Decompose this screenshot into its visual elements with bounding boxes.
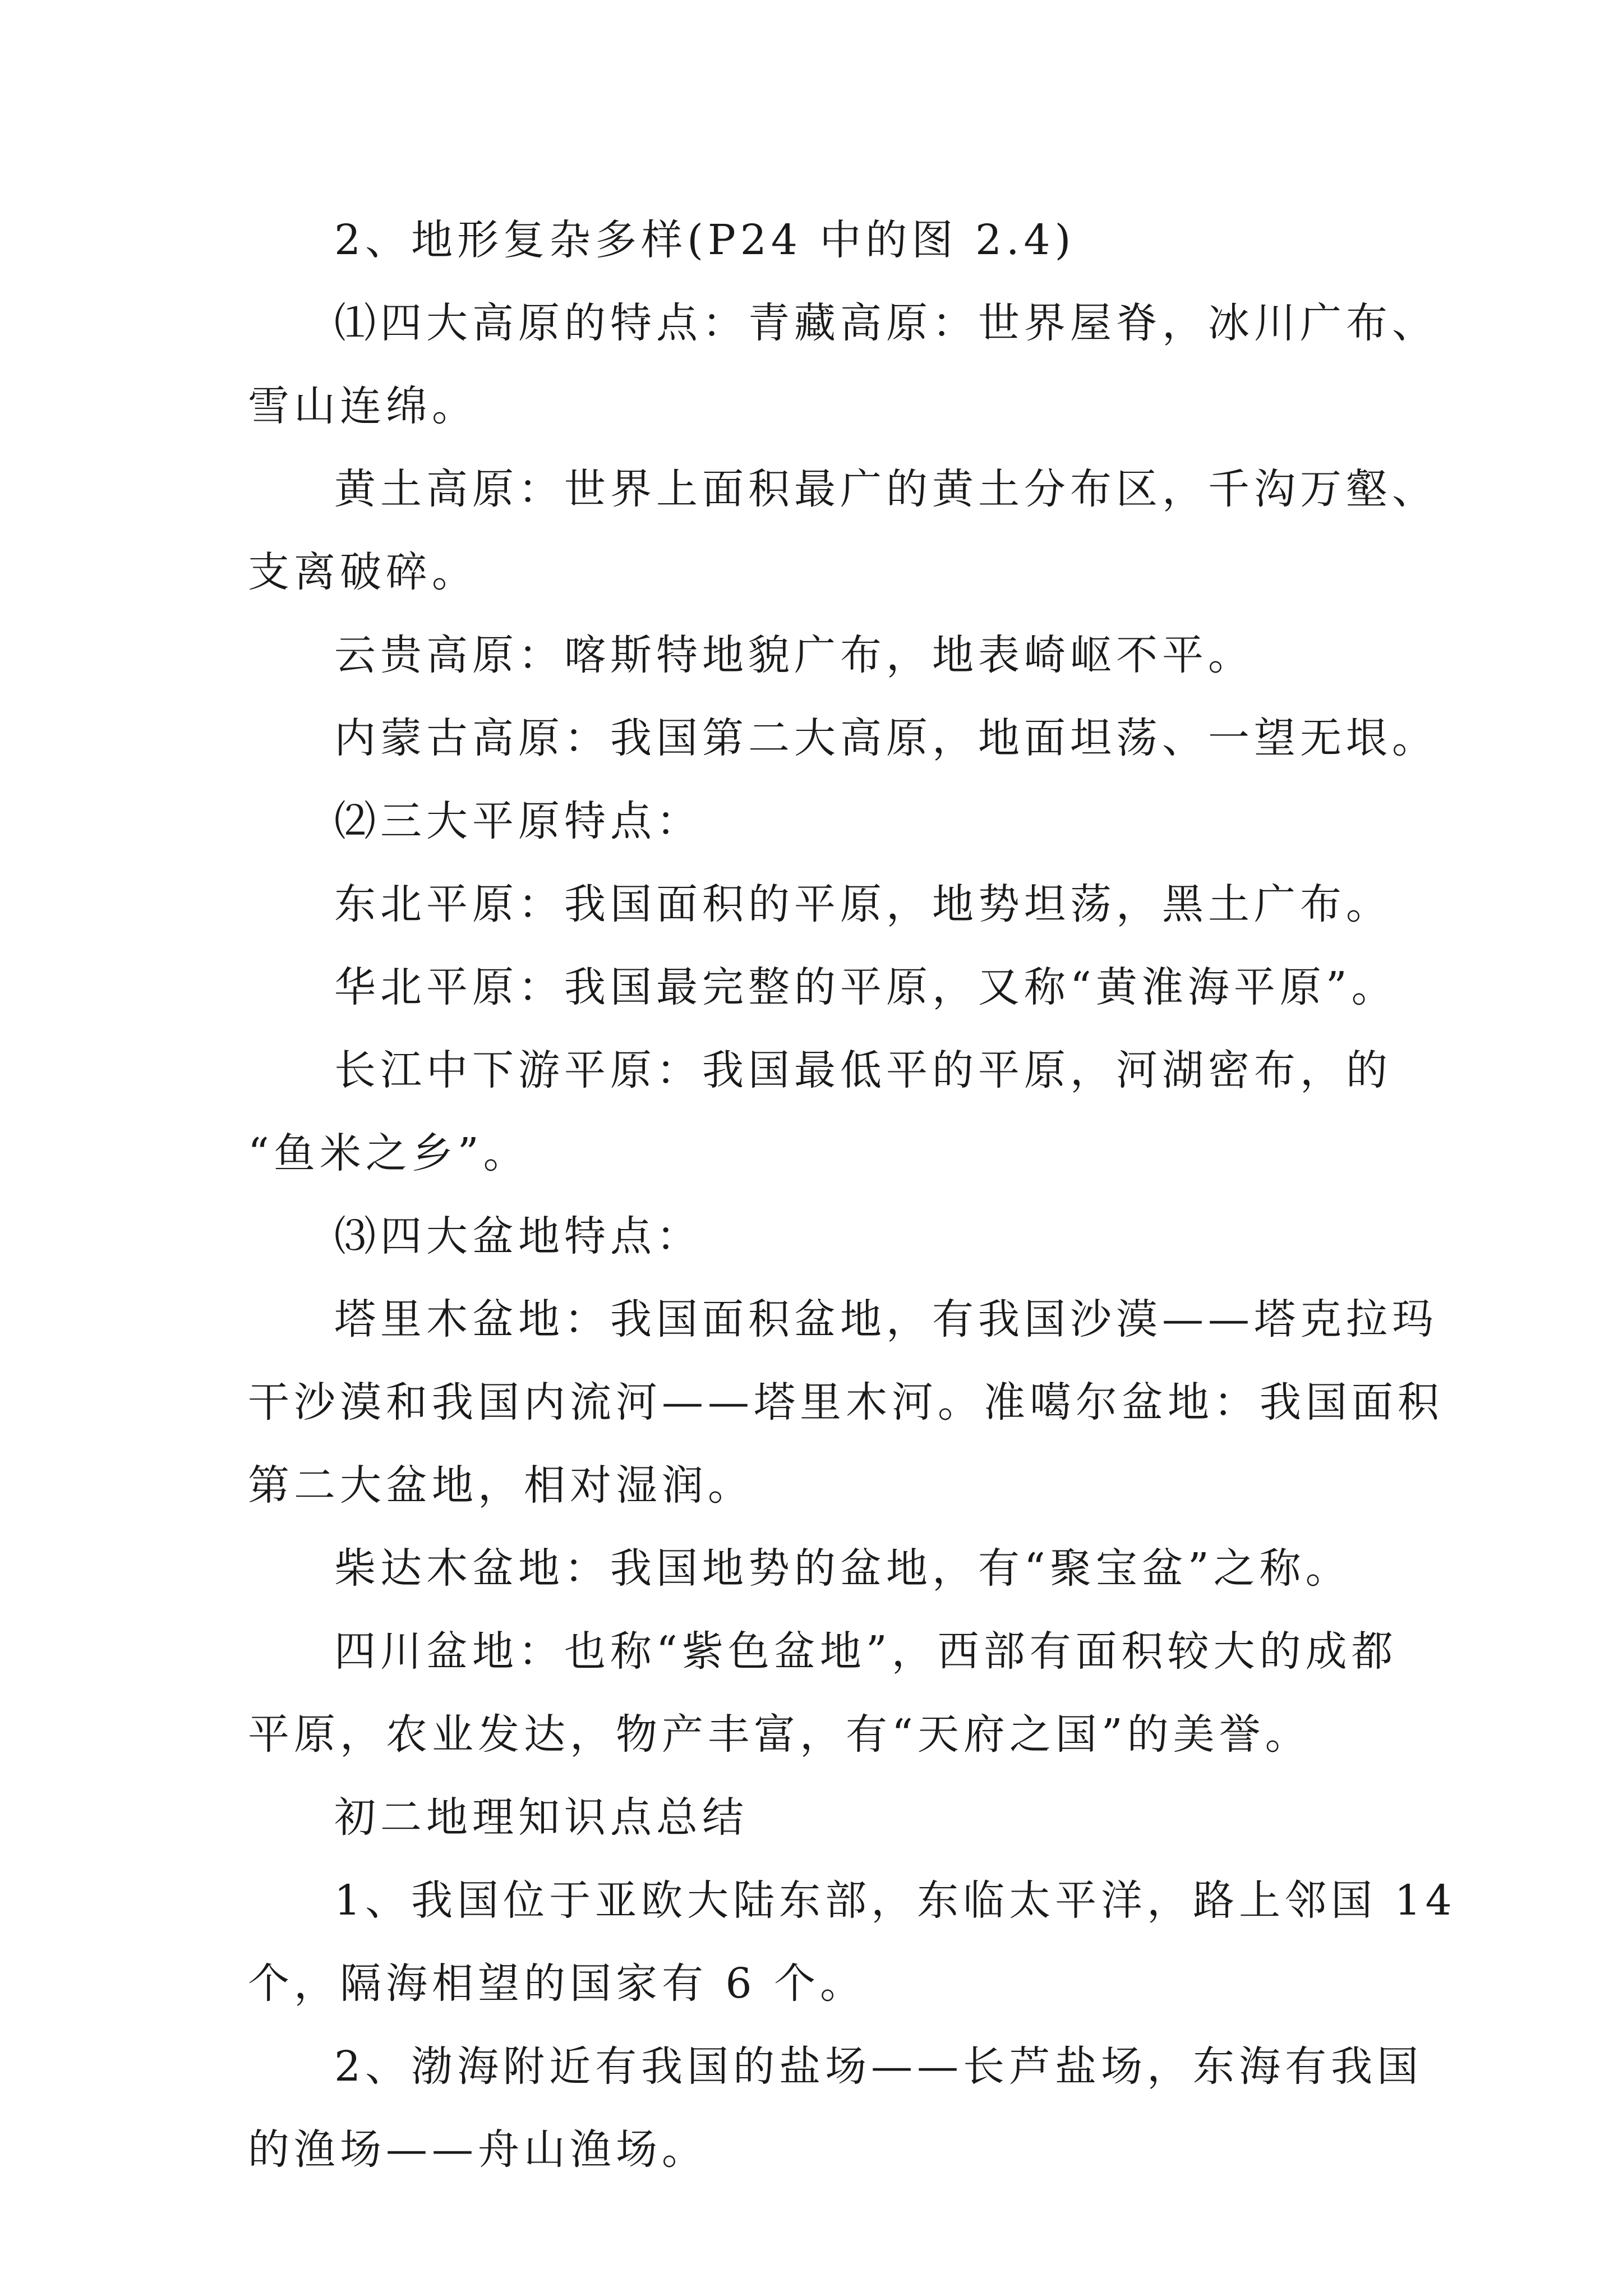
text-line: 1、我国位于亚欧大陆东部，东临太平洋，路上邻国 14 <box>334 1876 1456 1925</box>
text-line: 塔里木盆地：我国面积盆地，有我国沙漠——塔克拉玛 <box>334 1295 1438 1343</box>
text-line: ⑵三大平原特点： <box>334 797 702 845</box>
text-line: 平原，农业发达，物产丰富，有“天府之国”的美誉。 <box>248 1710 1311 1759</box>
text-line: “鱼米之乡”。 <box>248 1129 529 1177</box>
text-line: 干沙漠和我国内流河——塔里木河。准噶尔盆地：我国面积 <box>248 1378 1444 1427</box>
text-line: 云贵高原：喀斯特地貌广布，地表崎岖不平。 <box>334 631 1254 679</box>
text-line: 2、地形复杂多样(P24 中的图 2.4) <box>334 216 1076 264</box>
text-line: ⑶四大盆地特点： <box>334 1212 702 1260</box>
text-line: 柴达木盆地：我国地势的盆地，有“聚宝盆”之称。 <box>334 1544 1352 1593</box>
text-line: 个，隔海相望的国家有 6 个。 <box>248 1959 866 2008</box>
text-line: ⑴四大高原的特点：青藏高原：世界屋脊，冰川广布、 <box>334 299 1438 347</box>
text-line: 长江中下游平原：我国最低平的平原，河湖密布，的 <box>334 1046 1392 1094</box>
text-line: 支离破碎。 <box>248 548 478 596</box>
text-line: 内蒙古高原：我国第二大高原，地面坦荡、一望无垠。 <box>334 714 1438 762</box>
text-line: 第二大盆地，相对湿润。 <box>248 1461 754 1510</box>
text-line: 初二地理知识点总结 <box>334 1793 748 1842</box>
text-line: 的渔场——舟山渔场。 <box>248 2125 708 2174</box>
text-line: 东北平原：我国面积的平原，地势坦荡，黑土广布。 <box>334 880 1392 928</box>
text-line: 四川盆地：也称“紫色盆地”，西部有面积较大的成都 <box>334 1627 1398 1676</box>
text-line: 华北平原：我国最完整的平原，又称“黄淮海平原”。 <box>334 963 1398 1011</box>
text-line: 2、渤海附近有我国的盐场——长芦盐场，东海有我国 <box>334 2042 1423 2091</box>
text-line: 黄土高原：世界上面积最广的黄土分布区，千沟万壑、 <box>334 465 1438 513</box>
text-line: 雪山连绵。 <box>248 382 478 430</box>
